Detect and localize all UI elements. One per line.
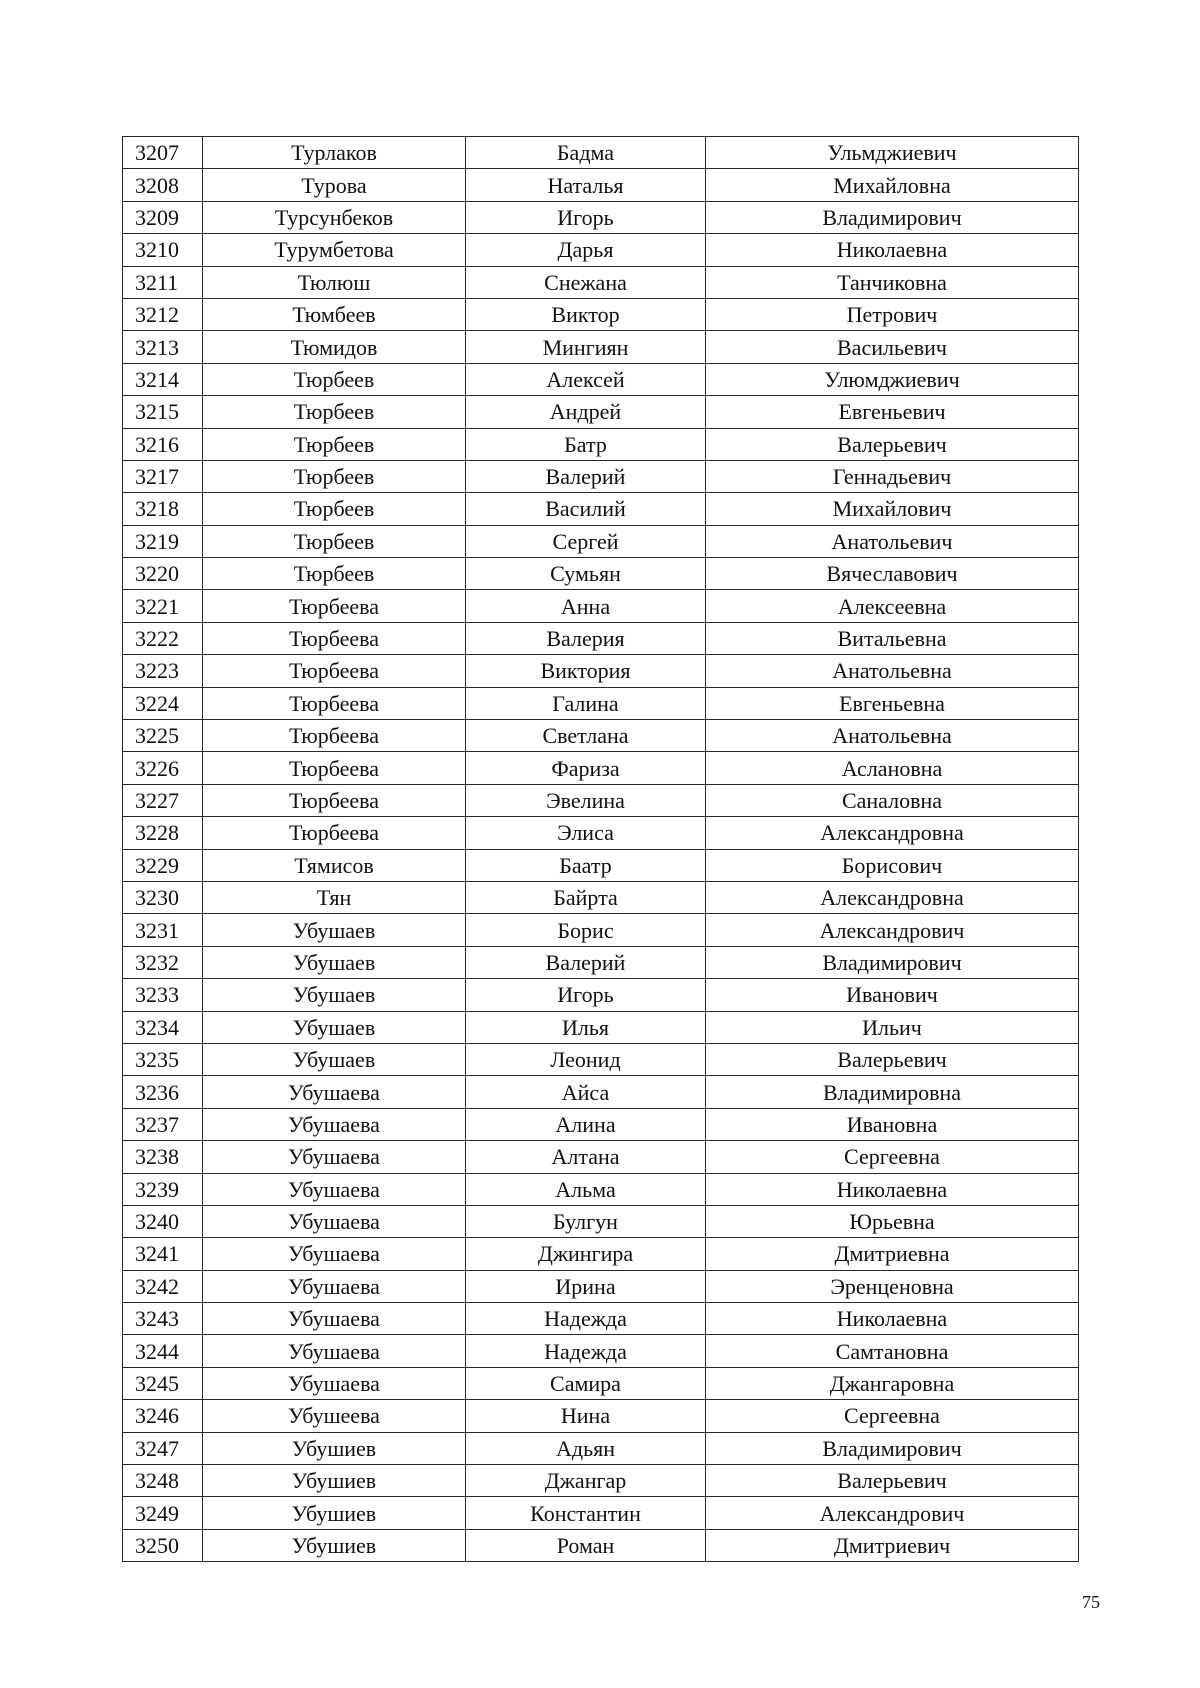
- record-number-cell: 3228: [123, 817, 203, 849]
- record-number-cell: 3226: [123, 752, 203, 784]
- patronymic-cell: Дмитриевич: [706, 1529, 1079, 1561]
- patronymic-cell: Самтановна: [706, 1335, 1079, 1367]
- record-number-cell: 3241: [123, 1238, 203, 1270]
- record-number-cell: 3237: [123, 1108, 203, 1140]
- table-row: [123, 525, 1079, 557]
- surname-cell: Тюрбеева: [203, 752, 466, 784]
- table-row: [123, 298, 1079, 330]
- first-name-cell: Игорь: [466, 979, 706, 1011]
- record-number-cell: 3219: [123, 525, 203, 557]
- patronymic-cell: Ульмджиевич: [706, 137, 1079, 169]
- patronymic-cell: Михайловна: [706, 169, 1079, 201]
- first-name-cell: Галина: [466, 687, 706, 719]
- surname-cell: Тюлюш: [203, 266, 466, 298]
- patronymic-cell: Евгеньевич: [706, 396, 1079, 428]
- first-name-cell: Батр: [466, 428, 706, 460]
- first-name-cell: Роман: [466, 1529, 706, 1561]
- table-row: [123, 1497, 1079, 1529]
- patronymic-cell: Валерьевич: [706, 1465, 1079, 1497]
- surname-cell: Турсунбеков: [203, 201, 466, 233]
- table-row: [123, 396, 1079, 428]
- table-row: [123, 1173, 1079, 1205]
- first-name-cell: Илья: [466, 1011, 706, 1043]
- surname-cell: Тюрбеева: [203, 687, 466, 719]
- first-name-cell: Элиса: [466, 817, 706, 849]
- record-number-cell: 3245: [123, 1367, 203, 1399]
- record-number-cell: 3242: [123, 1270, 203, 1302]
- first-name-cell: Валерий: [466, 460, 706, 492]
- first-name-cell: Альма: [466, 1173, 706, 1205]
- surname-cell: Убушеева: [203, 1400, 466, 1432]
- record-number-cell: 3240: [123, 1205, 203, 1237]
- surname-cell: Тюмбеев: [203, 298, 466, 330]
- first-name-cell: Виктор: [466, 298, 706, 330]
- record-number-cell: 3215: [123, 396, 203, 428]
- first-name-cell: Анна: [466, 590, 706, 622]
- patronymic-cell: Валерьевич: [706, 428, 1079, 460]
- patronymic-cell: Валерьевич: [706, 1043, 1079, 1075]
- first-name-cell: Светлана: [466, 720, 706, 752]
- record-number-cell: 3224: [123, 687, 203, 719]
- patronymic-cell: Ильич: [706, 1011, 1079, 1043]
- table-row: [123, 1043, 1079, 1075]
- table-row: [123, 1238, 1079, 1270]
- record-number-cell: 3235: [123, 1043, 203, 1075]
- surname-cell: Убушаева: [203, 1141, 466, 1173]
- patronymic-cell: Николаевна: [706, 1303, 1079, 1335]
- table-row: [123, 266, 1079, 298]
- patronymic-cell: Борисович: [706, 849, 1079, 881]
- first-name-cell: Алексей: [466, 363, 706, 395]
- patronymic-cell: Анатольевич: [706, 525, 1079, 557]
- record-number-cell: 3236: [123, 1076, 203, 1108]
- record-number-cell: 3243: [123, 1303, 203, 1335]
- surname-cell: Убушаева: [203, 1108, 466, 1140]
- surname-cell: Тюрбеева: [203, 817, 466, 849]
- record-number-cell: 3230: [123, 881, 203, 913]
- table-row: [123, 881, 1079, 913]
- table-row: [123, 363, 1079, 395]
- surname-cell: Убушаева: [203, 1205, 466, 1237]
- patronymic-cell: Геннадьевич: [706, 460, 1079, 492]
- first-name-cell: Джингира: [466, 1238, 706, 1270]
- record-number-cell: 3234: [123, 1011, 203, 1043]
- patronymic-cell: Александровна: [706, 881, 1079, 913]
- patronymic-cell: Иванович: [706, 979, 1079, 1011]
- surname-cell: Тюрбеев: [203, 363, 466, 395]
- surname-cell: Убушиев: [203, 1465, 466, 1497]
- first-name-cell: Валерия: [466, 622, 706, 654]
- table-row: [123, 234, 1079, 266]
- surname-cell: Убушаева: [203, 1076, 466, 1108]
- first-name-cell: Бадма: [466, 137, 706, 169]
- patronymic-cell: Александровна: [706, 817, 1079, 849]
- patronymic-cell: Анатольевна: [706, 655, 1079, 687]
- first-name-cell: Эвелина: [466, 784, 706, 816]
- table-row: [123, 558, 1079, 590]
- surname-cell: Убушаев: [203, 979, 466, 1011]
- table-row: [123, 1367, 1079, 1399]
- patronymic-cell: Петрович: [706, 298, 1079, 330]
- table-row: [123, 849, 1079, 881]
- first-name-cell: Джангар: [466, 1465, 706, 1497]
- table-row: [123, 687, 1079, 719]
- table-row: [123, 137, 1079, 169]
- table-row: [123, 817, 1079, 849]
- surname-cell: Тюмидов: [203, 331, 466, 363]
- first-name-cell: Айса: [466, 1076, 706, 1108]
- surname-cell: Убушаева: [203, 1238, 466, 1270]
- first-name-cell: Борис: [466, 914, 706, 946]
- first-name-cell: Андрей: [466, 396, 706, 428]
- patronymic-cell: Улюмджиевич: [706, 363, 1079, 395]
- first-name-cell: Игорь: [466, 201, 706, 233]
- first-name-cell: Наталья: [466, 169, 706, 201]
- first-name-cell: Ирина: [466, 1270, 706, 1302]
- record-number-cell: 3212: [123, 298, 203, 330]
- surname-cell: Тюрбеев: [203, 460, 466, 492]
- table-row: [123, 1076, 1079, 1108]
- first-name-cell: Байрта: [466, 881, 706, 913]
- first-name-cell: Адьян: [466, 1432, 706, 1464]
- surname-cell: Убушаева: [203, 1335, 466, 1367]
- patronymic-cell: Ивановна: [706, 1108, 1079, 1140]
- patronymic-cell: Васильевич: [706, 331, 1079, 363]
- surname-cell: Тюрбеев: [203, 493, 466, 525]
- name-list-body: [123, 137, 1079, 1562]
- table-row: [123, 201, 1079, 233]
- first-name-cell: Виктория: [466, 655, 706, 687]
- first-name-cell: Сергей: [466, 525, 706, 557]
- patronymic-cell: Юрьевна: [706, 1205, 1079, 1237]
- first-name-cell: Алина: [466, 1108, 706, 1140]
- first-name-cell: Константин: [466, 1497, 706, 1529]
- patronymic-cell: Танчиковна: [706, 266, 1079, 298]
- first-name-cell: Дарья: [466, 234, 706, 266]
- surname-cell: Убушиев: [203, 1529, 466, 1561]
- patronymic-cell: Михайлович: [706, 493, 1079, 525]
- surname-cell: Убушиев: [203, 1497, 466, 1529]
- record-number-cell: 3248: [123, 1465, 203, 1497]
- patronymic-cell: Владимирович: [706, 201, 1079, 233]
- surname-cell: Турова: [203, 169, 466, 201]
- patronymic-cell: Дмитриевна: [706, 1238, 1079, 1270]
- surname-cell: Убушиев: [203, 1432, 466, 1464]
- patronymic-cell: Сергеевна: [706, 1400, 1079, 1432]
- record-number-cell: 3244: [123, 1335, 203, 1367]
- surname-cell: Убушаев: [203, 946, 466, 978]
- record-number-cell: 3246: [123, 1400, 203, 1432]
- surname-cell: Тюрбеева: [203, 655, 466, 687]
- record-number-cell: 3233: [123, 979, 203, 1011]
- table-row: [123, 493, 1079, 525]
- table-row: [123, 1205, 1079, 1237]
- table-row: [123, 784, 1079, 816]
- surname-cell: Убушаева: [203, 1303, 466, 1335]
- patronymic-cell: Джангаровна: [706, 1367, 1079, 1399]
- surname-cell: Тямисов: [203, 849, 466, 881]
- table-row: [123, 590, 1079, 622]
- record-number-cell: 3239: [123, 1173, 203, 1205]
- first-name-cell: Булгун: [466, 1205, 706, 1237]
- surname-cell: Убушаев: [203, 914, 466, 946]
- table-row: [123, 914, 1079, 946]
- patronymic-cell: Николаевна: [706, 1173, 1079, 1205]
- page-number: 75: [1082, 1592, 1100, 1612]
- patronymic-cell: Николаевна: [706, 234, 1079, 266]
- first-name-cell: Алтана: [466, 1141, 706, 1173]
- table-row: [123, 979, 1079, 1011]
- patronymic-cell: Сергеевна: [706, 1141, 1079, 1173]
- table-row: [123, 331, 1079, 363]
- surname-cell: Убушаева: [203, 1270, 466, 1302]
- record-number-cell: 3208: [123, 169, 203, 201]
- record-number-cell: 3223: [123, 655, 203, 687]
- table-row: [123, 1335, 1079, 1367]
- first-name-cell: Леонид: [466, 1043, 706, 1075]
- surname-cell: Убушаева: [203, 1173, 466, 1205]
- table-row: [123, 946, 1079, 978]
- surname-cell: Тюрбеева: [203, 622, 466, 654]
- patronymic-cell: Аслановна: [706, 752, 1079, 784]
- patronymic-cell: Алексеевна: [706, 590, 1079, 622]
- record-number-cell: 3225: [123, 720, 203, 752]
- table-row: [123, 1465, 1079, 1497]
- table-row: [123, 1529, 1079, 1561]
- surname-cell: Тян: [203, 881, 466, 913]
- table-row: [123, 460, 1079, 492]
- surname-cell: Тюрбеев: [203, 396, 466, 428]
- first-name-cell: Надежда: [466, 1303, 706, 1335]
- table-row: [123, 1141, 1079, 1173]
- first-name-cell: Нина: [466, 1400, 706, 1432]
- record-number-cell: 3209: [123, 201, 203, 233]
- record-number-cell: 3232: [123, 946, 203, 978]
- first-name-cell: Надежда: [466, 1335, 706, 1367]
- record-number-cell: 3218: [123, 493, 203, 525]
- table-row: [123, 428, 1079, 460]
- patronymic-cell: Вячеславович: [706, 558, 1079, 590]
- first-name-cell: Мингиян: [466, 331, 706, 363]
- record-number-cell: 3210: [123, 234, 203, 266]
- patronymic-cell: Анатольевна: [706, 720, 1079, 752]
- record-number-cell: 3231: [123, 914, 203, 946]
- surname-cell: Тюрбеев: [203, 558, 466, 590]
- surname-cell: Тюрбеева: [203, 720, 466, 752]
- patronymic-cell: Владимировна: [706, 1076, 1079, 1108]
- table-row: [123, 1400, 1079, 1432]
- table-row: [123, 1303, 1079, 1335]
- surname-cell: Турлаков: [203, 137, 466, 169]
- record-number-cell: 3238: [123, 1141, 203, 1173]
- record-number-cell: 3207: [123, 137, 203, 169]
- patronymic-cell: Саналовна: [706, 784, 1079, 816]
- record-number-cell: 3247: [123, 1432, 203, 1464]
- record-number-cell: 3220: [123, 558, 203, 590]
- name-list-table: [122, 136, 1079, 1562]
- table-row: [123, 1432, 1079, 1464]
- record-number-cell: 3214: [123, 363, 203, 395]
- surname-cell: Турумбетова: [203, 234, 466, 266]
- table-row: [123, 622, 1079, 654]
- table-row: [123, 752, 1079, 784]
- surname-cell: Тюрбеев: [203, 525, 466, 557]
- first-name-cell: Баатр: [466, 849, 706, 881]
- surname-cell: Убушаева: [203, 1367, 466, 1399]
- first-name-cell: Снежана: [466, 266, 706, 298]
- record-number-cell: 3250: [123, 1529, 203, 1561]
- table-row: [123, 1011, 1079, 1043]
- patronymic-cell: Александрович: [706, 1497, 1079, 1529]
- patronymic-cell: Владимирович: [706, 1432, 1079, 1464]
- patronymic-cell: Владимирович: [706, 946, 1079, 978]
- surname-cell: Тюрбеева: [203, 590, 466, 622]
- surname-cell: Убушаев: [203, 1011, 466, 1043]
- record-number-cell: 3249: [123, 1497, 203, 1529]
- surname-cell: Тюрбеева: [203, 784, 466, 816]
- record-number-cell: 3221: [123, 590, 203, 622]
- surname-cell: Тюрбеев: [203, 428, 466, 460]
- record-number-cell: 3217: [123, 460, 203, 492]
- first-name-cell: Фариза: [466, 752, 706, 784]
- table-row: [123, 655, 1079, 687]
- first-name-cell: Самира: [466, 1367, 706, 1399]
- table-row: [123, 1108, 1079, 1140]
- first-name-cell: Валерий: [466, 946, 706, 978]
- record-number-cell: 3211: [123, 266, 203, 298]
- patronymic-cell: Евгеньевна: [706, 687, 1079, 719]
- table-row: [123, 1270, 1079, 1302]
- record-number-cell: 3222: [123, 622, 203, 654]
- patronymic-cell: Александрович: [706, 914, 1079, 946]
- patronymic-cell: Витальевна: [706, 622, 1079, 654]
- first-name-cell: Сумьян: [466, 558, 706, 590]
- patronymic-cell: Эренценовна: [706, 1270, 1079, 1302]
- record-number-cell: 3229: [123, 849, 203, 881]
- table-row: [123, 720, 1079, 752]
- record-number-cell: 3227: [123, 784, 203, 816]
- record-number-cell: 3213: [123, 331, 203, 363]
- table-row: [123, 169, 1079, 201]
- record-number-cell: 3216: [123, 428, 203, 460]
- first-name-cell: Василий: [466, 493, 706, 525]
- surname-cell: Убушаев: [203, 1043, 466, 1075]
